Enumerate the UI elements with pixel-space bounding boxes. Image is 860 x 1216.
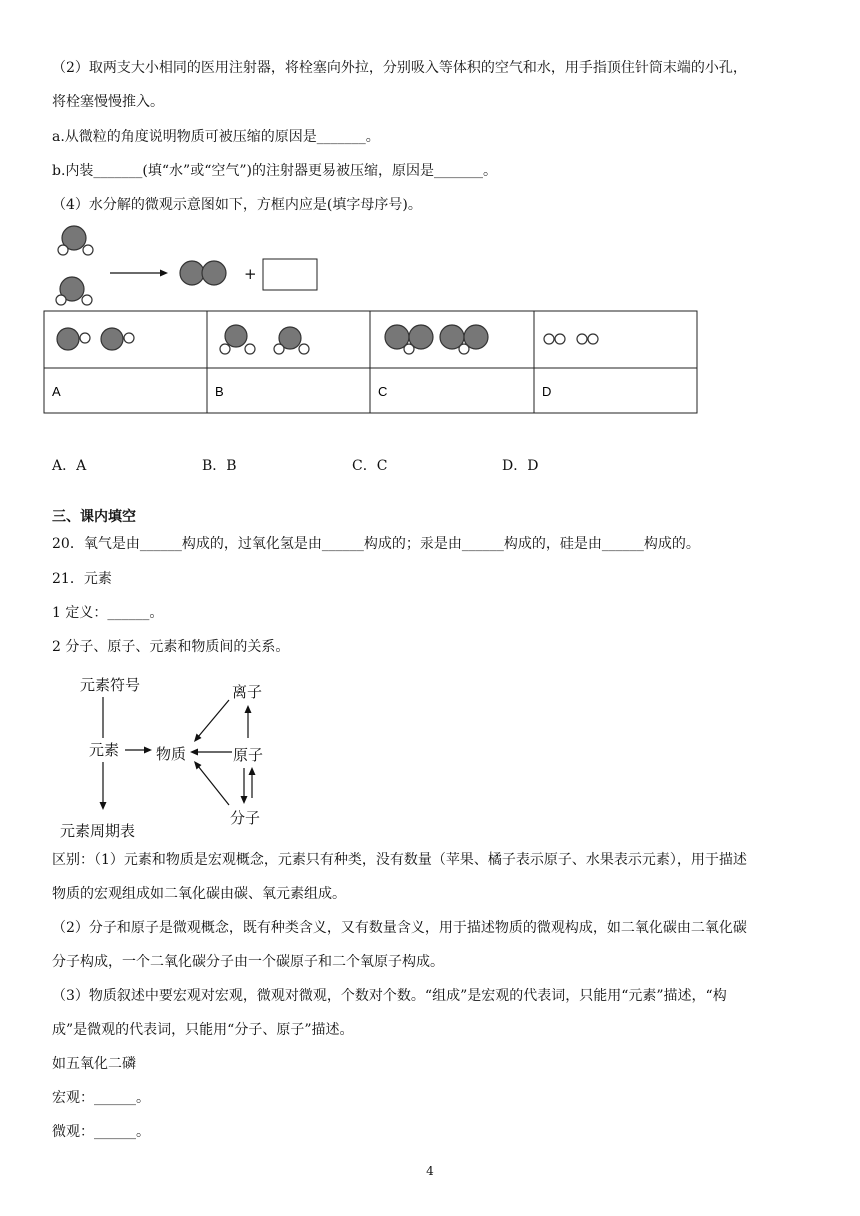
options-table [44,311,697,413]
oxygen-molecule-product [180,261,226,285]
q2-line1: （2）取两支大小相同的医用注射器，将栓塞向外拉，分别吸入等体积的空气和水，用手指顶住针筒末端的小孔， [52,60,747,76]
page-number: 4 [426,1164,434,1178]
diagram-periodic-table: 元素周期表 [60,822,136,840]
notes-line-3: （2）分子和原子是微观概念，既有种类含义，又有数量含义，用于描述物质的微观构成，如二氧化碳由二氧化碳 [52,920,747,936]
table-label-b: B [215,384,224,399]
question-21: 21．元素 [52,571,112,587]
macro-answer-line: 宏观：______。 [52,1090,150,1106]
option-d-molecules [544,334,598,344]
q4-text: （4）水分解的微观示意图如下，方框内应是(填字母序号)。 [52,197,422,213]
diagram-matter: 物质 [156,745,187,763]
plus-sign: + [244,265,257,283]
table-label-c: C [378,384,388,399]
q2-a: a.从微粒的角度说明物质可被压缩的原因是_______。 [52,129,380,145]
diagram-element: 元素 [89,741,120,759]
notes-line-7: 如五氧化二磷 [52,1056,136,1072]
question-20: 20．氧气是由______构成的，过氧化氢是由______构成的；汞是由______构成的，硅是由______构成的。 [52,536,700,552]
option-c[interactable]: C．C [352,458,388,474]
relation-line: 2 分子、原子、元素和物质间的关系。 [52,639,290,655]
diagram-molecule: 分子 [230,809,261,827]
definition-line: 1 定义：______。 [52,605,164,621]
notes-line-1: 区别：（1）元素和物质是宏观概念，元素只有种类，没有数量（苹果、橘子表示原子、水果表示元素），用于描述 [52,852,747,868]
table-label-d: D [542,384,552,399]
option-c-molecules [385,325,488,354]
notes-line-6: 成”是微观的代表词，只能用“分子、原子”描述。 [52,1022,354,1038]
option-a[interactable]: A．A [52,458,87,474]
diagram-element-symbol: 元素符号 [80,676,141,694]
option-a-molecules [57,328,134,350]
notes-line-2: 物质的宏观组成如二氧化碳由碳、氧元素组成。 [52,886,346,902]
notes-line-4: 分子构成，一个二氧化碳分子由一个碳原子和二个氧原子构成。 [52,954,444,970]
option-b-molecules [220,325,309,354]
reaction-arrow [110,270,168,277]
notes-line-5: （3）物质叙述中要宏观对宏观，微观对微观，个数对个数。“组成”是宏观的代表词，只能用“元素”描述，“构 [52,988,727,1004]
option-b[interactable]: B．B [202,458,237,474]
water-molecule-1 [58,226,93,255]
q2-b: b.内装_______(填“水”或“空气”)的注射器更易被压缩，原因是_______。 [52,163,497,179]
table-label-a: A [52,384,61,399]
relationship-diagram [60,676,263,840]
section-heading: 三、课内填空 [52,509,136,525]
water-molecule-2 [56,277,92,305]
diagram-ion: 离子 [232,683,263,701]
diagram-atom: 原子 [233,746,264,764]
answer-box [263,259,317,290]
q2-line2: 将栓塞慢慢推入。 [52,94,164,110]
option-d[interactable]: D．D [502,458,539,474]
micro-answer-line: 微观：______。 [52,1124,150,1140]
